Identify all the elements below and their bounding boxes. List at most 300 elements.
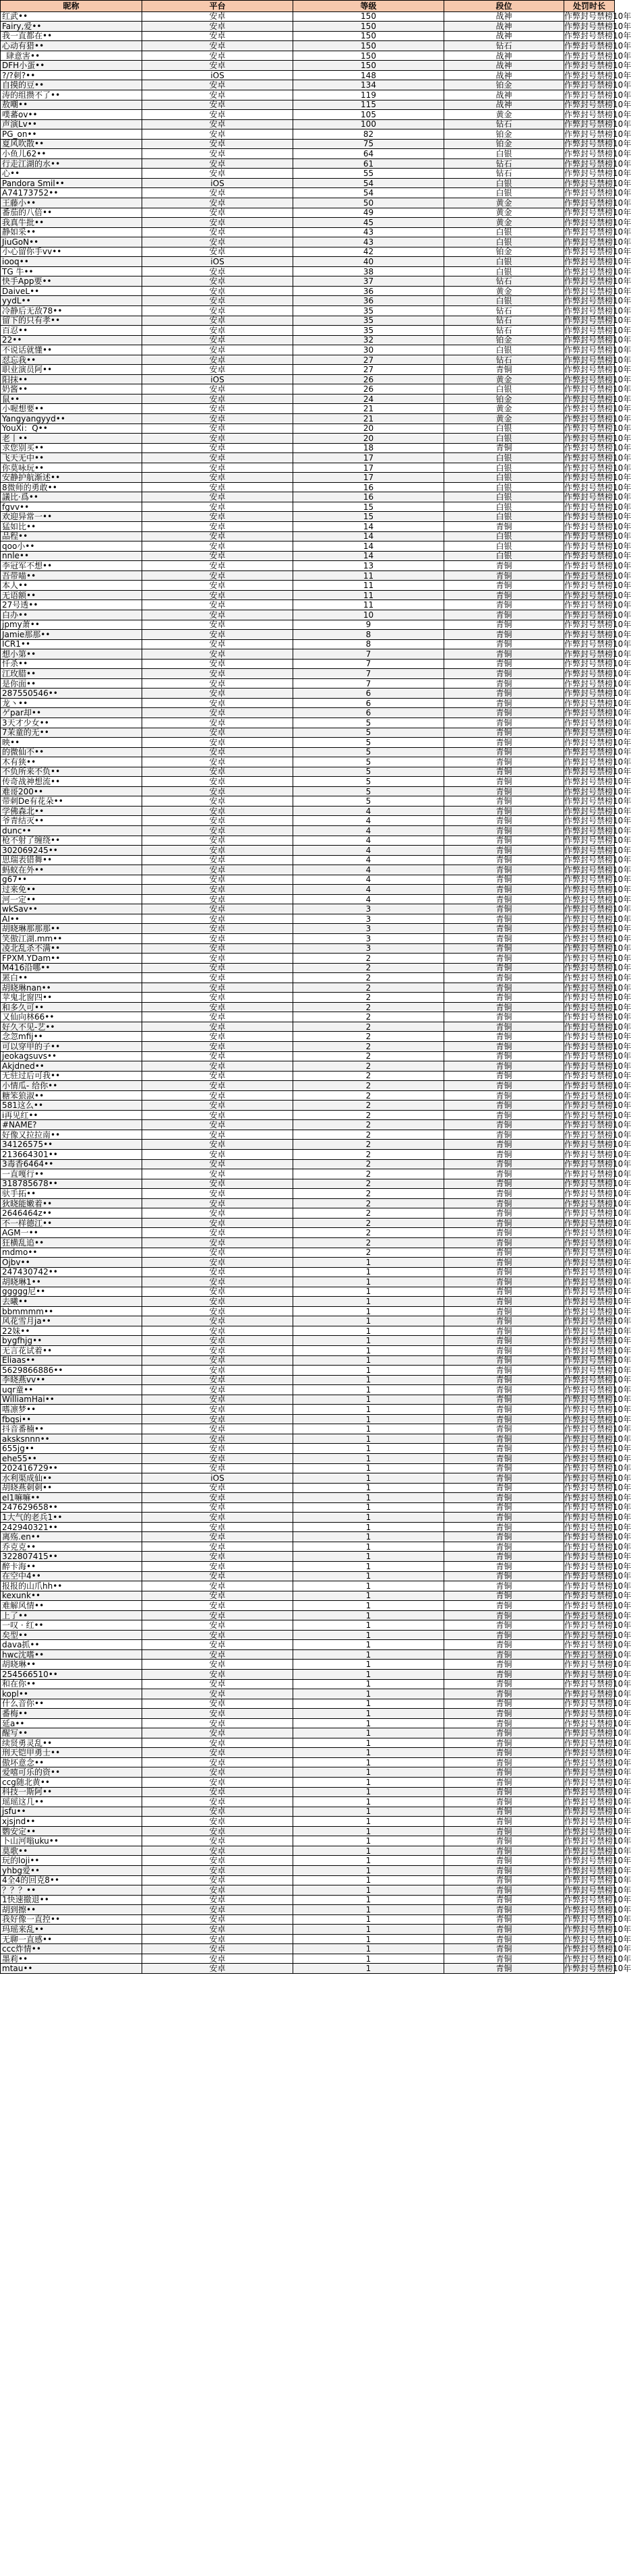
cell-penalty: 作弊封号禁榜10年 bbox=[564, 689, 631, 699]
cell-nickname: 和多久可•• bbox=[1, 1002, 142, 1012]
cell-penalty: 作弊封号禁榜10年 bbox=[564, 1581, 631, 1591]
cell-nickname: mdmo•• bbox=[1, 1248, 142, 1258]
cell-level: 54 bbox=[293, 178, 444, 188]
cell-nickname: 念忽mfij•• bbox=[1, 1032, 142, 1042]
cell-penalty: 作弊封号禁榜10年 bbox=[564, 639, 631, 649]
cell-rank: 青铜 bbox=[444, 1807, 564, 1817]
cell-level: 61 bbox=[293, 158, 444, 169]
cell-penalty: 作弊封号禁榜10年 bbox=[564, 237, 631, 247]
cell-rank: 白银 bbox=[444, 463, 564, 473]
cell-nickname: 涛的组攒不了•• bbox=[1, 90, 142, 100]
cell-rank: 青铜 bbox=[444, 1316, 564, 1326]
table-row bbox=[1, 1297, 615, 1307]
cell-level: 1 bbox=[293, 1778, 444, 1788]
table-row bbox=[1, 1934, 615, 1944]
cell-platform: 安卓 bbox=[142, 1767, 293, 1778]
cell-platform: 安卓 bbox=[142, 649, 293, 660]
table-row bbox=[1, 1875, 615, 1885]
cell-level: 55 bbox=[293, 169, 444, 179]
cell-level: 45 bbox=[293, 218, 444, 228]
cell-rank: 青铜 bbox=[444, 620, 564, 630]
cell-rank: 青铜 bbox=[444, 983, 564, 993]
table-row bbox=[1, 1562, 615, 1572]
table-row bbox=[1, 404, 615, 414]
cell-nickname: 318785678•• bbox=[1, 1179, 142, 1189]
cell-nickname: 3毒香6464•• bbox=[1, 1159, 142, 1169]
cell-level: 1 bbox=[293, 1473, 444, 1484]
cell-rank: 青铜 bbox=[444, 1660, 564, 1670]
table-row bbox=[1, 1522, 615, 1532]
table-row bbox=[1, 894, 615, 904]
cell-penalty: 作弊封号禁榜10年 bbox=[564, 1051, 631, 1061]
cell-level: 38 bbox=[293, 266, 444, 276]
table-row bbox=[1, 689, 615, 699]
cell-rank: 青铜 bbox=[444, 1502, 564, 1513]
cell-penalty: 作弊封号禁榜10年 bbox=[564, 845, 631, 855]
cell-platform: 安卓 bbox=[142, 875, 293, 885]
cell-nickname: 无聊一直感•• bbox=[1, 1934, 142, 1944]
cell-platform: 安卓 bbox=[142, 1542, 293, 1552]
cell-level: 2 bbox=[293, 1071, 444, 1081]
cell-platform: 安卓 bbox=[142, 1689, 293, 1699]
cell-rank: 青铜 bbox=[444, 1817, 564, 1827]
cell-level: 1 bbox=[293, 1826, 444, 1836]
cell-platform: 安卓 bbox=[142, 1601, 293, 1611]
table-row bbox=[1, 963, 615, 973]
cell-level: 100 bbox=[293, 119, 444, 129]
cell-penalty: 作弊封号禁榜10年 bbox=[564, 855, 631, 865]
table-row bbox=[1, 326, 615, 336]
cell-platform: 安卓 bbox=[142, 414, 293, 424]
cell-rank: 青铜 bbox=[444, 1620, 564, 1631]
cell-level: 1 bbox=[293, 1591, 444, 1601]
cell-level: 2 bbox=[293, 973, 444, 983]
cell-level: 4 bbox=[293, 894, 444, 904]
cell-penalty: 作弊封号禁榜10年 bbox=[564, 1767, 631, 1778]
cell-penalty: 作弊封号禁榜10年 bbox=[564, 521, 631, 531]
cell-penalty: 作弊封号禁榜10年 bbox=[564, 1297, 631, 1306]
cell-level: 1 bbox=[293, 1807, 444, 1817]
cell-rank: 青铜 bbox=[444, 669, 564, 679]
table-row bbox=[1, 551, 615, 561]
cell-penalty: 作弊封号禁榜10年 bbox=[564, 894, 631, 904]
table-row bbox=[1, 1738, 615, 1748]
cell-level: 5 bbox=[293, 747, 444, 757]
table-row bbox=[1, 1757, 615, 1767]
cell-platform: 安卓 bbox=[142, 1875, 293, 1885]
cell-rank: 青铜 bbox=[444, 1513, 564, 1523]
table-row bbox=[1, 1679, 615, 1689]
cell-penalty: 作弊封号禁榜10年 bbox=[564, 1188, 631, 1198]
cell-nickname: 罴白•• bbox=[1, 973, 142, 983]
cell-penalty: 作弊封号禁榜10年 bbox=[564, 1728, 631, 1738]
cell-penalty: 作弊封号禁榜10年 bbox=[564, 11, 631, 22]
cell-level: 14 bbox=[293, 531, 444, 541]
cell-penalty: 作弊封号禁榜10年 bbox=[564, 1080, 631, 1090]
table-row bbox=[1, 1610, 615, 1620]
cell-nickname: 王藤小•• bbox=[1, 198, 142, 208]
cell-level: 17 bbox=[293, 463, 444, 473]
table-row bbox=[1, 100, 615, 110]
cell-nickname: 1快速撤退•• bbox=[1, 1895, 142, 1905]
cell-nickname: 小情瓜- 给你•• bbox=[1, 1081, 142, 1091]
cell-nickname: Fairy,爱•• bbox=[1, 22, 142, 32]
cell-platform: 安卓 bbox=[142, 1778, 293, 1788]
cell-penalty: 作弊封号禁榜10年 bbox=[564, 1483, 631, 1493]
cell-rank: 青铜 bbox=[444, 1778, 564, 1788]
cell-rank: 青铜 bbox=[444, 1090, 564, 1101]
cell-rank: 青铜 bbox=[444, 825, 564, 836]
cell-nickname: 夏风吹散•• bbox=[1, 139, 142, 149]
cell-rank: 钻石 bbox=[444, 306, 564, 316]
cell-rank: 黄金 bbox=[444, 374, 564, 384]
cell-penalty: 作弊封号禁榜10年 bbox=[564, 463, 631, 473]
cell-penalty: 作弊封号禁榜10年 bbox=[564, 1492, 631, 1502]
cell-level: 1 bbox=[293, 1562, 444, 1572]
cell-rank: 战神 bbox=[444, 31, 564, 41]
table-row bbox=[1, 169, 615, 179]
cell-platform: 安卓 bbox=[142, 169, 293, 179]
table-row bbox=[1, 247, 615, 257]
cell-platform: 安卓 bbox=[142, 1649, 293, 1660]
cell-nickname: ？？？•• bbox=[1, 1885, 142, 1896]
cell-penalty: 作弊封号禁榜10年 bbox=[564, 1944, 631, 1954]
cell-level: 1 bbox=[293, 1885, 444, 1896]
cell-penalty: 作弊封号禁榜10年 bbox=[564, 276, 631, 287]
cell-platform: 安卓 bbox=[142, 51, 293, 61]
cell-platform: 安卓 bbox=[142, 551, 293, 561]
header-nickname: 昵称 bbox=[1, 1, 142, 12]
cell-rank: 青铜 bbox=[444, 1954, 564, 1964]
table-row bbox=[1, 1552, 615, 1562]
cell-penalty: 作弊封号禁榜10年 bbox=[564, 649, 631, 659]
cell-penalty: 作弊封号禁榜10年 bbox=[564, 1120, 631, 1130]
cell-penalty: 作弊封号禁榜10年 bbox=[564, 1355, 631, 1366]
cell-level: 1 bbox=[293, 1444, 444, 1454]
table-row bbox=[1, 1248, 615, 1258]
cell-level: 37 bbox=[293, 276, 444, 287]
cell-penalty: 作弊封号禁榜10年 bbox=[564, 1395, 631, 1405]
table-row bbox=[1, 492, 615, 502]
cell-penalty: 作弊封号禁榜10年 bbox=[564, 1777, 631, 1787]
cell-level: 1 bbox=[293, 1767, 444, 1778]
cell-level: 1 bbox=[293, 1355, 444, 1366]
cell-nickname: 欢迎异常一•• bbox=[1, 512, 142, 522]
header-level: 等级 bbox=[293, 1, 444, 12]
cell-level: 42 bbox=[293, 247, 444, 257]
cell-platform: 安卓 bbox=[142, 1434, 293, 1444]
cell-level: 7 bbox=[293, 669, 444, 679]
table-row bbox=[1, 158, 615, 169]
cell-nickname: 阳抹•• bbox=[1, 374, 142, 384]
cell-penalty: 作弊封号禁榜10年 bbox=[564, 1904, 631, 1914]
cell-level: 5 bbox=[293, 738, 444, 748]
cell-nickname: 又仙向林66•• bbox=[1, 1012, 142, 1022]
cell-nickname: 22妹•• bbox=[1, 1326, 142, 1336]
cell-level: 36 bbox=[293, 286, 444, 296]
cell-level: 2 bbox=[293, 1198, 444, 1208]
cell-rank: 青铜 bbox=[444, 522, 564, 532]
cell-rank: 青铜 bbox=[444, 1630, 564, 1640]
cell-rank: 青铜 bbox=[444, 1718, 564, 1728]
cell-rank: 青铜 bbox=[444, 1640, 564, 1650]
cell-platform: 安卓 bbox=[142, 296, 293, 306]
cell-platform: 安卓 bbox=[142, 119, 293, 129]
cell-level: 26 bbox=[293, 384, 444, 394]
cell-platform: 安卓 bbox=[142, 90, 293, 100]
cell-platform: 安卓 bbox=[142, 1914, 293, 1925]
cell-nickname: 287550546•• bbox=[1, 689, 142, 699]
cell-level: 150 bbox=[293, 22, 444, 32]
cell-nickname: Eliaas•• bbox=[1, 1355, 142, 1366]
cell-penalty: 作弊封号禁榜10年 bbox=[564, 1444, 631, 1454]
cell-platform: 安卓 bbox=[142, 11, 293, 22]
cell-level: 1 bbox=[293, 1620, 444, 1631]
cell-penalty: 作弊封号禁榜10年 bbox=[564, 1796, 631, 1807]
cell-platform: 安卓 bbox=[142, 404, 293, 414]
cell-penalty: 作弊封号禁榜10年 bbox=[564, 51, 631, 61]
cell-platform: 安卓 bbox=[142, 1964, 293, 1974]
cell-nickname: 581这么•• bbox=[1, 1101, 142, 1111]
cell-platform: 安卓 bbox=[142, 1522, 293, 1532]
cell-level: 1 bbox=[293, 1522, 444, 1532]
cell-nickname: 抖音番楠•• bbox=[1, 1424, 142, 1434]
cell-rank: 青铜 bbox=[444, 1326, 564, 1336]
cell-penalty: 作弊封号禁榜10年 bbox=[564, 257, 631, 267]
cell-platform: 安卓 bbox=[142, 1562, 293, 1572]
table-row bbox=[1, 286, 615, 296]
cell-rank: 白银 bbox=[444, 434, 564, 444]
cell-penalty: 作弊封号禁榜10年 bbox=[564, 404, 631, 414]
table-row bbox=[1, 1189, 615, 1199]
table-row bbox=[1, 139, 615, 149]
table-row bbox=[1, 306, 615, 316]
cell-platform: 安卓 bbox=[142, 943, 293, 954]
cell-nickname: 无言花试着•• bbox=[1, 1345, 142, 1355]
cell-level: 1 bbox=[293, 1699, 444, 1709]
cell-rank: 青铜 bbox=[444, 708, 564, 718]
table-row bbox=[1, 1061, 615, 1072]
table-row bbox=[1, 22, 615, 32]
cell-level: 14 bbox=[293, 522, 444, 532]
cell-platform: 安卓 bbox=[142, 1797, 293, 1807]
cell-platform: 安卓 bbox=[142, 747, 293, 757]
table-row bbox=[1, 1032, 615, 1042]
cell-nickname: 怼忘我•• bbox=[1, 355, 142, 365]
cell-platform: 安卓 bbox=[142, 1728, 293, 1738]
cell-penalty: 作弊封号禁榜10年 bbox=[564, 1022, 631, 1032]
cell-rank: 青铜 bbox=[444, 1101, 564, 1111]
cell-penalty: 作弊封号禁榜10年 bbox=[564, 1620, 631, 1631]
cell-rank: 白银 bbox=[444, 149, 564, 159]
cell-nickname: 242940321•• bbox=[1, 1522, 142, 1532]
cell-nickname: 思瑞表错舞•• bbox=[1, 855, 142, 865]
cell-platform: 安卓 bbox=[142, 423, 293, 434]
cell-nickname: 5629866886•• bbox=[1, 1366, 142, 1376]
cell-penalty: 作弊封号禁榜10年 bbox=[564, 1345, 631, 1355]
cell-level: 30 bbox=[293, 345, 444, 355]
cell-nickname: YouXi：Q•• bbox=[1, 423, 142, 434]
cell-nickname: 卜山河嗡uku•• bbox=[1, 1836, 142, 1846]
cell-penalty: 作弊封号禁榜10年 bbox=[564, 1061, 631, 1071]
cell-penalty: 作弊封号禁榜10年 bbox=[564, 786, 631, 796]
cell-rank: 青铜 bbox=[444, 718, 564, 728]
cell-rank: 青铜 bbox=[444, 1865, 564, 1875]
cell-rank: 青铜 bbox=[444, 1562, 564, 1572]
cell-rank: 青铜 bbox=[444, 1964, 564, 1974]
cell-penalty: 作弊封号禁榜10年 bbox=[564, 80, 631, 90]
cell-platform: 安卓 bbox=[142, 669, 293, 679]
cell-nickname: ccc炸情•• bbox=[1, 1944, 142, 1954]
cell-platform: 安卓 bbox=[142, 276, 293, 287]
cell-penalty: 作弊封号禁榜10年 bbox=[564, 600, 631, 610]
cell-nickname: jpmy萧•• bbox=[1, 620, 142, 630]
cell-platform: 安卓 bbox=[142, 1885, 293, 1896]
cell-nickname: 和在你•• bbox=[1, 1679, 142, 1689]
cell-rank: 青铜 bbox=[444, 1905, 564, 1915]
cell-rank: 青铜 bbox=[444, 1767, 564, 1778]
cell-penalty: 作弊封号禁榜10年 bbox=[564, 1012, 631, 1022]
cell-nickname: 传奇战神想流•• bbox=[1, 777, 142, 787]
cell-platform: 安卓 bbox=[142, 1355, 293, 1366]
table-row bbox=[1, 1571, 615, 1581]
cell-rank: 青铜 bbox=[444, 1267, 564, 1277]
cell-penalty: 作弊封号禁榜10年 bbox=[564, 188, 631, 198]
cell-nickname: 爱嘻可乐的资•• bbox=[1, 1767, 142, 1778]
cell-level: 2 bbox=[293, 1237, 444, 1248]
cell-penalty: 作弊封号禁榜10年 bbox=[564, 1513, 631, 1523]
cell-platform: iOS bbox=[142, 1473, 293, 1484]
cell-level: 1 bbox=[293, 1297, 444, 1307]
cell-penalty: 作弊封号禁榜10年 bbox=[564, 983, 631, 993]
cell-nickname: kexunk•• bbox=[1, 1591, 142, 1601]
cell-rank: 青铜 bbox=[444, 1738, 564, 1748]
cell-rank: 青铜 bbox=[444, 1836, 564, 1846]
table-row bbox=[1, 630, 615, 640]
table-row bbox=[1, 394, 615, 404]
cell-rank: 白银 bbox=[444, 384, 564, 394]
table-row bbox=[1, 1071, 615, 1081]
cell-rank: 白银 bbox=[444, 257, 564, 267]
table-row bbox=[1, 1660, 615, 1670]
cell-level: 6 bbox=[293, 698, 444, 708]
cell-platform: 安卓 bbox=[142, 1865, 293, 1875]
cell-penalty: 作弊封号禁榜10年 bbox=[564, 590, 631, 600]
cell-nickname: 玩的loji•• bbox=[1, 1856, 142, 1866]
cell-nickname: 小喔想要•• bbox=[1, 404, 142, 414]
cell-platform: 安卓 bbox=[142, 581, 293, 591]
cell-level: 14 bbox=[293, 551, 444, 561]
cell-rank: 青铜 bbox=[444, 1297, 564, 1307]
cell-platform: 安卓 bbox=[142, 786, 293, 796]
cell-penalty: 作弊封号禁榜10年 bbox=[564, 1826, 631, 1836]
cell-rank: 青铜 bbox=[444, 1552, 564, 1562]
cell-rank: 青铜 bbox=[444, 954, 564, 964]
cell-level: 1 bbox=[293, 1366, 444, 1376]
cell-nickname: 狄晓能嫩着•• bbox=[1, 1198, 142, 1208]
cell-platform: 安卓 bbox=[142, 1375, 293, 1385]
cell-nickname: iooq•• bbox=[1, 257, 142, 267]
cell-nickname: 糖笨狼淑•• bbox=[1, 1090, 142, 1101]
cell-penalty: 作弊封号禁榜10年 bbox=[564, 551, 631, 561]
cell-penalty: 作弊封号禁榜10年 bbox=[564, 1660, 631, 1670]
cell-nickname: 李冠军不想•• bbox=[1, 561, 142, 571]
cell-penalty: 作弊封号禁榜10年 bbox=[564, 31, 631, 41]
cell-penalty: 作弊封号禁榜10年 bbox=[564, 1365, 631, 1375]
cell-penalty: 作弊封号禁榜10年 bbox=[564, 384, 631, 394]
cell-nickname: _肆意害•• bbox=[1, 51, 142, 61]
cell-level: 13 bbox=[293, 561, 444, 571]
cell-platform: 安卓 bbox=[142, 1591, 293, 1601]
table-row bbox=[1, 1366, 615, 1376]
table-row bbox=[1, 1237, 615, 1248]
cell-platform: 安卓 bbox=[142, 100, 293, 110]
cell-platform: 安卓 bbox=[142, 708, 293, 718]
cell-rank: 钻石 bbox=[444, 169, 564, 179]
cell-penalty: 作弊封号禁榜10年 bbox=[564, 570, 631, 581]
cell-platform: 安卓 bbox=[142, 1836, 293, 1846]
table-row bbox=[1, 1267, 615, 1277]
cell-rank: 青铜 bbox=[444, 1522, 564, 1532]
cell-platform: 安卓 bbox=[142, 149, 293, 159]
cell-nickname: A74173752•• bbox=[1, 188, 142, 198]
cell-penalty: 作弊封号禁榜10年 bbox=[564, 1856, 631, 1866]
cell-level: 5 bbox=[293, 718, 444, 728]
table-row bbox=[1, 1502, 615, 1513]
cell-platform: 安卓 bbox=[142, 237, 293, 247]
cell-level: 2 bbox=[293, 1051, 444, 1061]
cell-platform: 安卓 bbox=[142, 973, 293, 983]
cell-penalty: 作弊封号禁榜10年 bbox=[564, 885, 631, 895]
cell-nickname: 22•• bbox=[1, 335, 142, 345]
cell-nickname: 胡到擦•• bbox=[1, 1905, 142, 1915]
cell-nickname: 噗蕃ov•• bbox=[1, 110, 142, 120]
cell-nickname: 科技一斯阿•• bbox=[1, 1787, 142, 1797]
table-row bbox=[1, 365, 615, 375]
cell-platform: 安卓 bbox=[142, 1267, 293, 1277]
cell-level: 4 bbox=[293, 825, 444, 836]
cell-rank: 青铜 bbox=[444, 1150, 564, 1160]
cell-platform: 安卓 bbox=[142, 1198, 293, 1208]
cell-nickname: ehe55•• bbox=[1, 1453, 142, 1463]
cell-nickname: jsfu•• bbox=[1, 1807, 142, 1817]
table-row bbox=[1, 1012, 615, 1022]
cell-level: 1 bbox=[293, 1875, 444, 1885]
cell-nickname: 墨莉•• bbox=[1, 1954, 142, 1964]
cell-rank: 青铜 bbox=[444, 767, 564, 777]
cell-platform: 安卓 bbox=[142, 846, 293, 856]
cell-nickname: 醉卡海•• bbox=[1, 1562, 142, 1572]
table-row bbox=[1, 1081, 615, 1091]
cell-level: 82 bbox=[293, 129, 444, 140]
cell-level: 4 bbox=[293, 836, 444, 846]
cell-nickname: 傲坏意念•• bbox=[1, 1757, 142, 1767]
table-row bbox=[1, 825, 615, 836]
cell-level: 36 bbox=[293, 296, 444, 306]
cell-platform: 安卓 bbox=[142, 482, 293, 492]
header-platform: 平台 bbox=[142, 1, 293, 12]
cell-penalty: 作弊封号禁榜10年 bbox=[564, 1041, 631, 1051]
cell-rank: 青铜 bbox=[444, 1709, 564, 1719]
cell-nickname: 瑶瑶这几•• bbox=[1, 1797, 142, 1807]
cell-rank: 青铜 bbox=[444, 678, 564, 689]
cell-penalty: 作弊封号禁榜10年 bbox=[564, 129, 631, 139]
cell-penalty: 作弊封号禁榜10年 bbox=[564, 816, 631, 826]
cell-nickname: ゲpar却•• bbox=[1, 708, 142, 718]
cell-nickname: 难解风情•• bbox=[1, 1601, 142, 1611]
table-row bbox=[1, 757, 615, 767]
cell-nickname: 红武•• bbox=[1, 11, 142, 22]
